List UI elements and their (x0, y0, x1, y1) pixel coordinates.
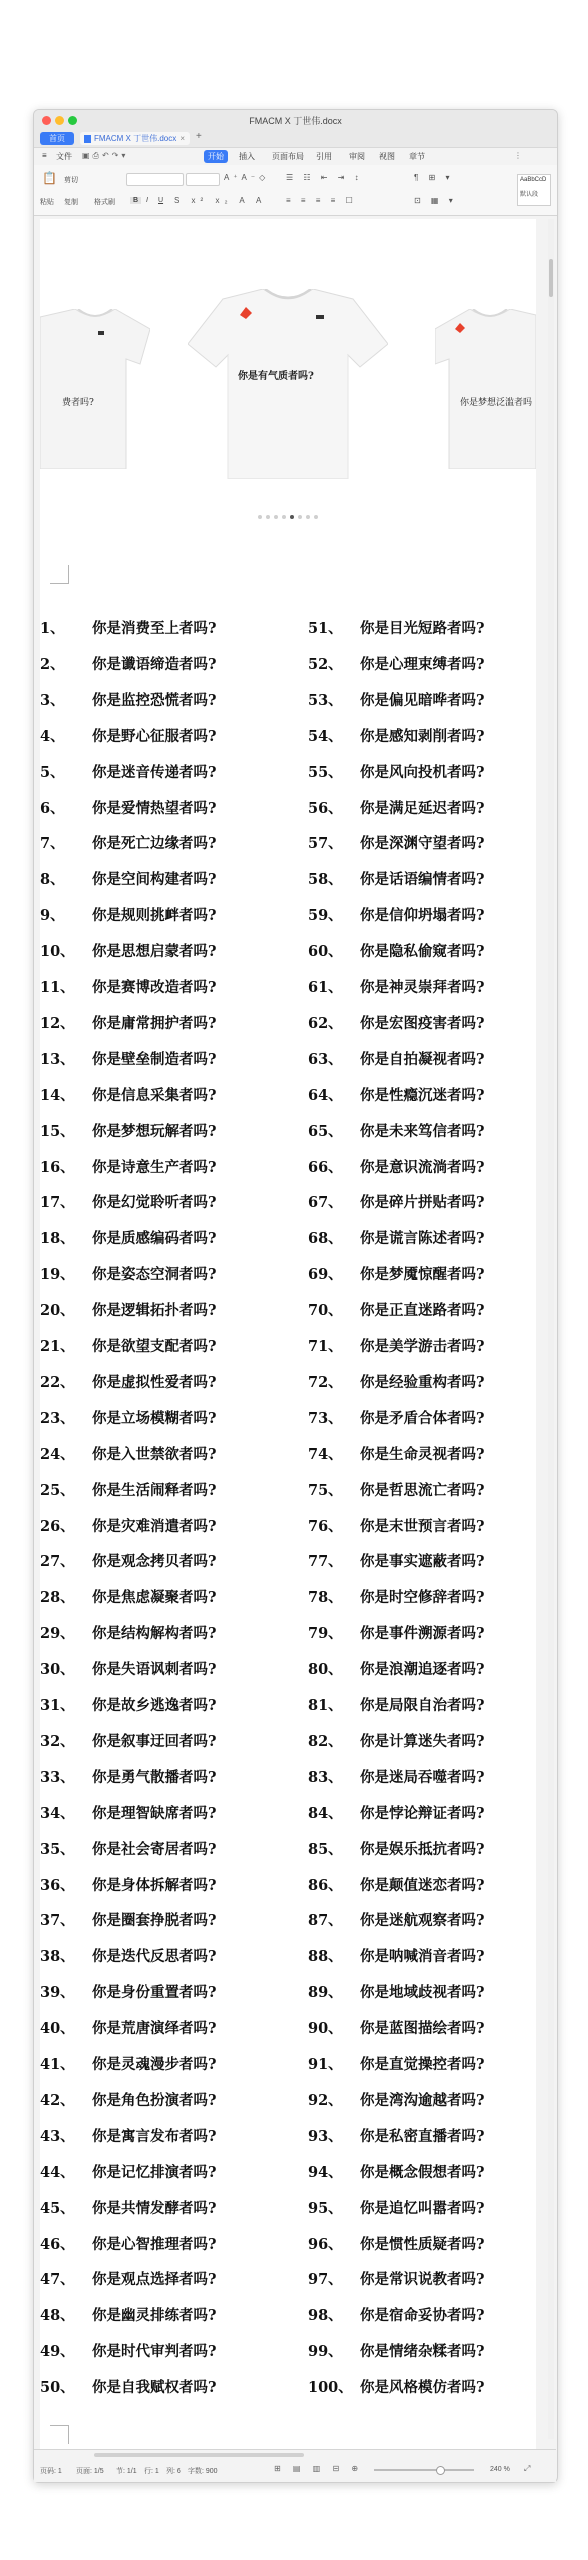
item-question: 你是信仰坍塌者吗? (360, 907, 485, 925)
item-question: 你是自拍凝视者吗? (360, 1050, 485, 1068)
item-number: 11、 (40, 979, 75, 996)
item-question: 你是身份重置者吗? (92, 1984, 217, 2002)
item-number: 49、 (40, 2343, 75, 2361)
page-margin-mark-top (50, 565, 69, 584)
item-question: 你是叙事迂回者吗? (92, 1732, 217, 1750)
item-question: 你是欲望支配者吗? (92, 1338, 217, 1355)
item-question: 你是立场模糊者吗? (92, 1409, 217, 1427)
item-number: 73、 (308, 1409, 343, 1427)
item-question: 你是失语讽刺者吗? (92, 1661, 217, 1679)
item-question: 你是蓝图描绘者吗? (360, 2020, 485, 2038)
item-number: 48、 (40, 2307, 75, 2325)
item-question: 你是风向投机者吗? (360, 763, 485, 781)
horizontal-scrollbar[interactable] (84, 2453, 496, 2458)
item-number: 29、 (40, 1625, 75, 1643)
item-question: 你是生命灵视者吗? (360, 1445, 485, 1463)
item-number: 46、 (40, 2235, 75, 2253)
item-question: 你是姿态空洞者吗? (92, 1266, 217, 1284)
item-question: 你是虚拟性爱者吗? (92, 1373, 217, 1391)
item-number: 19、 (40, 1266, 75, 1284)
menu-view[interactable]: 视图 (379, 152, 395, 161)
document-icon (84, 135, 91, 143)
font-size-adjust-icons[interactable]: A⁺A⁻◇ (224, 173, 270, 182)
item-number: 91、 (308, 2056, 343, 2073)
page-margin-mark-bottom (50, 2425, 69, 2444)
item-question: 你是入世禁欲者吗? (92, 1445, 217, 1463)
item-question: 你是神灵崇拜者吗? (360, 979, 485, 996)
item-number: 34、 (40, 1804, 75, 1822)
vertical-scrollbar[interactable] (548, 219, 554, 2439)
item-question: 你是局限自治者吗? (360, 1697, 485, 1714)
item-number: 8、 (40, 871, 65, 889)
item-number: 30、 (40, 1661, 75, 1679)
item-question: 你是理智缺席者吗? (92, 1804, 217, 1822)
styles-gallery[interactable] (517, 174, 551, 206)
item-question: 你是心智推理者吗? (92, 2235, 217, 2253)
item-number: 21、 (40, 1338, 75, 1355)
item-question: 你是感知剥削者吗? (360, 727, 485, 745)
item-question: 你是迭代反思者吗? (92, 1948, 217, 1966)
item-number: 82、 (308, 1732, 343, 1750)
item-number: 70、 (308, 1302, 343, 1320)
item-number: 64、 (308, 1086, 343, 1104)
paragraph-icons[interactable]: ¶ ⊞ ▾ (414, 173, 454, 182)
item-question: 你是身体拆解者吗? (92, 1876, 217, 1894)
item-question: 你是隐私偷窥者吗? (360, 943, 485, 961)
item-number: 58、 (308, 871, 343, 889)
tab-document[interactable] (80, 132, 190, 145)
zoom-slider-handle[interactable] (436, 2466, 445, 2475)
item-number: 76、 (308, 1517, 343, 1535)
item-question: 你是迷航观察者吗? (360, 1912, 485, 1930)
item-number: 9、 (40, 907, 65, 925)
item-number: 60、 (308, 943, 343, 961)
item-number: 23、 (40, 1409, 75, 1427)
item-question: 你是事实遮蔽者吗? (360, 1553, 485, 1571)
item-question: 你是直觉操控者吗? (360, 2056, 485, 2073)
item-number: 96、 (308, 2235, 343, 2253)
carousel-dot[interactable] (306, 515, 310, 519)
item-number: 32、 (40, 1732, 75, 1750)
carousel-dot[interactable] (282, 515, 286, 519)
item-question: 你是事件溯源者吗? (360, 1625, 485, 1643)
fit-window-icon[interactable]: ⤢ (524, 2464, 531, 2473)
item-number: 2、 (40, 655, 65, 673)
item-number: 33、 (40, 1768, 75, 1786)
item-question: 你是幻觉聆听者吗? (92, 1194, 217, 1212)
zoom-level[interactable]: 240 % (490, 2466, 510, 2473)
item-question: 你是悖论辩证者吗? (360, 1804, 485, 1822)
item-number: 86、 (308, 1876, 343, 1894)
carousel-dot[interactable] (314, 515, 318, 519)
item-number: 22、 (40, 1373, 75, 1391)
cut-button[interactable]: 剪切 (64, 177, 78, 184)
quick-access-icons[interactable]: ▣⎙↶↷▾ (82, 151, 129, 160)
item-question: 你是灾难消遣者吗? (92, 1517, 217, 1535)
vertical-scroll-thumb[interactable] (549, 259, 553, 297)
style-default-label: 默认段 (520, 192, 539, 198)
tab-home[interactable]: 首页 (40, 132, 74, 145)
item-question: 你是灵魂漫步者吗? (92, 2056, 217, 2073)
status-bar (34, 2449, 556, 2482)
item-number: 45、 (40, 2199, 75, 2217)
item-number: 1、 (40, 620, 65, 637)
item-number: 36、 (40, 1876, 75, 1894)
right-shirt-text: 你是梦想泛滥者吗 (460, 398, 533, 408)
item-question: 你是深渊守望者吗? (360, 835, 485, 853)
item-question: 你是监控恐慌者吗? (92, 691, 217, 709)
item-question: 你是死亡边缘者吗? (92, 835, 217, 853)
item-number: 57、 (308, 835, 343, 853)
add-tab-button[interactable]: + (196, 131, 202, 142)
item-number: 53、 (308, 691, 343, 709)
item-number: 37、 (40, 1912, 75, 1930)
item-question: 你是湾沟逾越者吗? (360, 2091, 485, 2109)
item-number: 31、 (40, 1697, 75, 1714)
item-question: 你是角色扮演者吗? (92, 2091, 217, 2109)
status-col: 列: 6 (166, 2468, 181, 2475)
item-number: 63、 (308, 1050, 343, 1068)
carousel-dot[interactable] (298, 515, 302, 519)
item-number: 55、 (308, 763, 343, 781)
item-question: 你是时空修辞者吗? (360, 1589, 485, 1607)
item-question: 你是信息采集者吗? (92, 1086, 217, 1104)
carousel-dot[interactable] (258, 515, 262, 519)
item-number: 78、 (308, 1589, 343, 1607)
item-question: 你是目光短路者吗? (360, 620, 485, 637)
zoom-slider[interactable] (374, 2469, 474, 2471)
item-question: 你是呐喊消音者吗? (360, 1948, 485, 1966)
tshirt-image-center (188, 289, 388, 479)
item-number: 62、 (308, 1014, 343, 1032)
item-question: 你是共情发酵者吗? (92, 2199, 217, 2217)
item-number: 15、 (40, 1122, 75, 1140)
item-number: 67、 (308, 1194, 343, 1212)
item-number: 38、 (40, 1948, 75, 1966)
tshirt-image-right (435, 309, 536, 469)
item-question: 你是性瘾沉迷者吗? (360, 1086, 485, 1104)
close-tab-icon[interactable]: × (180, 134, 185, 143)
item-number: 13、 (40, 1050, 75, 1068)
share-icon[interactable]: ⋮ (514, 151, 522, 160)
item-number: 88、 (308, 1948, 343, 1966)
item-number: 28、 (40, 1589, 75, 1607)
item-number: 75、 (308, 1481, 343, 1499)
font-size-select[interactable] (186, 173, 220, 186)
center-shirt-text: 你是有气质者吗? (238, 371, 314, 382)
item-number: 85、 (308, 1840, 343, 1858)
item-number: 17、 (40, 1194, 75, 1212)
item-number: 52、 (308, 655, 343, 673)
item-number: 68、 (308, 1230, 343, 1248)
border-icons[interactable]: ⊡ ▦ ▾ (414, 196, 457, 205)
item-question: 你是空间构建者吗? (92, 871, 217, 889)
item-number: 3、 (40, 691, 65, 709)
item-question: 你是矛盾合体者吗? (360, 1409, 485, 1427)
item-question: 你是追忆叫嚣者吗? (360, 2199, 485, 2217)
item-question: 你是记忆排演者吗? (92, 2163, 217, 2181)
item-question: 你是时代审判者吗? (92, 2343, 217, 2361)
item-number: 27、 (40, 1553, 75, 1571)
copy-button[interactable]: 复制 (64, 199, 78, 206)
item-question: 你是娱乐抵抗者吗? (360, 1840, 485, 1858)
item-question: 你是梦魇惊醒者吗? (360, 1266, 485, 1284)
underline-button[interactable]: U (158, 197, 164, 204)
tab-document-label: FMACM X 丁世伟.docx (94, 134, 177, 143)
menu-references[interactable]: 引用 (316, 152, 332, 161)
item-question: 你是勇气散播者吗? (92, 1768, 217, 1786)
ribbon-toolbar (34, 165, 557, 216)
item-question: 你是碎片拼贴者吗? (360, 1194, 485, 1212)
menu-bar (34, 148, 557, 164)
font-effects-icons[interactable]: S x² x₂ A A (174, 196, 267, 205)
item-number: 24、 (40, 1445, 75, 1463)
item-question: 你是故乡逃逸者吗? (92, 1697, 217, 1714)
item-number: 95、 (308, 2199, 343, 2217)
item-question: 你是迷音传递者吗? (92, 763, 217, 781)
item-number: 84、 (308, 1804, 343, 1822)
menu-file[interactable]: 文件 (56, 152, 72, 161)
item-question: 你是生活闹释者吗? (92, 1481, 217, 1499)
item-number: 98、 (308, 2307, 343, 2325)
item-question: 你是未来笃信者吗? (360, 1122, 485, 1140)
item-number: 79、 (308, 1625, 343, 1643)
item-question: 你是宏图疫害者吗? (360, 1014, 485, 1032)
item-question: 你是谎言陈述者吗? (360, 1230, 485, 1248)
item-number: 5、 (40, 763, 65, 781)
item-question: 你是荒唐演绎者吗? (92, 2020, 217, 2038)
item-number: 87、 (308, 1912, 343, 1930)
item-question: 你是爱情热望者吗? (92, 799, 217, 817)
item-number: 80、 (308, 1661, 343, 1679)
item-number: 59、 (308, 907, 343, 925)
window-title: FMACM X 丁世伟.docx (249, 116, 342, 126)
item-number: 61、 (308, 979, 343, 996)
item-number: 100、 (308, 2379, 353, 2397)
item-question: 你是壁垒制造者吗? (92, 1050, 217, 1068)
item-number: 7、 (40, 835, 65, 853)
item-question: 你是美学游击者吗? (360, 1338, 485, 1355)
item-question: 你是幽灵排练者吗? (92, 2307, 217, 2325)
item-number: 74、 (308, 1445, 343, 1463)
item-question: 你是心理束缚者吗? (360, 655, 485, 673)
bold-button[interactable]: B (130, 197, 141, 204)
carousel-dot[interactable] (266, 515, 270, 519)
menu-chapter[interactable]: 章节 (409, 152, 425, 161)
item-number: 39、 (40, 1984, 75, 2002)
carousel-dot[interactable] (274, 515, 278, 519)
item-number: 92、 (308, 2091, 343, 2109)
item-number: 56、 (308, 799, 343, 817)
left-shirt-text: 费者吗? (62, 398, 94, 408)
item-question: 你是满足延迟者吗? (360, 799, 485, 817)
item-question: 你是逻辑拓扑者吗? (92, 1302, 217, 1320)
item-question: 你是赛博改造者吗? (92, 979, 217, 996)
carousel-banner (40, 219, 536, 559)
list-icons[interactable]: ☰ ☷ ⇤ ⇥ ↕ (286, 173, 363, 182)
item-question: 你是正直迷路者吗? (360, 1302, 485, 1320)
paste-button[interactable]: 粘贴 (40, 199, 54, 206)
item-number: 4、 (40, 727, 65, 745)
item-question: 你是结构解构者吗? (92, 1625, 217, 1643)
item-question: 你是观点选择者吗? (92, 2271, 217, 2289)
item-question: 你是经验重构者吗? (360, 1373, 485, 1391)
item-number: 44、 (40, 2163, 75, 2181)
title-bar (34, 110, 557, 130)
item-question: 你是哲思流亡者吗? (360, 1481, 485, 1499)
menu-home[interactable]: 开始 (204, 150, 228, 163)
item-question: 你是情绪杂糅者吗? (360, 2343, 485, 2361)
font-name-select[interactable] (126, 173, 184, 186)
paste-icon[interactable]: 📋 (42, 171, 57, 185)
item-number: 16、 (40, 1158, 75, 1176)
item-number: 47、 (40, 2271, 75, 2289)
carousel-dot-active[interactable] (290, 515, 294, 519)
item-question: 你是消费至上者吗? (92, 620, 217, 637)
menu-review[interactable]: 审阅 (349, 152, 365, 161)
tab-bar (34, 130, 557, 148)
status-page-number: 页码: 1 (40, 2468, 62, 2475)
item-question: 你是思想启蒙者吗? (92, 943, 217, 961)
view-mode-icons[interactable]: ⊞ ▤ ▥ ⊟ ⊕ (274, 2464, 364, 2473)
menu-page-layout[interactable]: 页面布局 (272, 152, 304, 161)
item-number: 18、 (40, 1230, 75, 1248)
item-question: 你是野心征服者吗? (92, 727, 217, 745)
item-question: 你是自我赋权者吗? (92, 2379, 217, 2397)
item-question: 你是风格模仿者吗? (360, 2379, 485, 2397)
italic-button[interactable]: I (146, 197, 148, 204)
item-number: 26、 (40, 1517, 75, 1535)
item-number: 69、 (308, 1266, 343, 1284)
align-icons[interactable]: ≡ ≡ ≡ ≡ ☐ (286, 196, 357, 205)
item-number: 20、 (40, 1302, 75, 1320)
item-number: 83、 (308, 1768, 343, 1786)
tshirt-image-left (40, 309, 150, 469)
item-question: 你是计算迷失者吗? (360, 1732, 485, 1750)
item-question: 你是寓言发布者吗? (92, 2127, 217, 2145)
menu-insert[interactable]: 插入 (239, 152, 255, 161)
item-number: 51、 (308, 620, 343, 637)
item-number: 81、 (308, 1697, 343, 1714)
item-number: 14、 (40, 1086, 75, 1104)
item-question: 你是末世预言者吗? (360, 1517, 485, 1535)
item-question: 你是惯性质疑者吗? (360, 2235, 485, 2253)
item-question: 你是焦虑凝聚者吗? (92, 1589, 217, 1607)
item-number: 43、 (40, 2127, 75, 2145)
item-number: 99、 (308, 2343, 343, 2361)
item-question: 你是庸常拥护者吗? (92, 1014, 217, 1032)
item-question: 你是浪潮追逐者吗? (360, 1661, 485, 1679)
status-word-count: 字数: 900 (188, 2468, 218, 2475)
item-question: 你是观念拷贝者吗? (92, 1553, 217, 1571)
document-page[interactable] (40, 219, 536, 2454)
item-number: 77、 (308, 1553, 343, 1571)
item-number: 93、 (308, 2127, 343, 2145)
status-pages: 页面: 1/5 (76, 2468, 104, 2475)
item-number: 89、 (308, 1984, 343, 2002)
item-number: 94、 (308, 2163, 343, 2181)
item-question: 你是圈套挣脱者吗? (92, 1912, 217, 1930)
item-number: 41、 (40, 2056, 75, 2073)
item-number: 65、 (308, 1122, 343, 1140)
item-number: 72、 (308, 1373, 343, 1391)
carousel-dots[interactable] (40, 515, 536, 519)
item-question: 你是偏见暗哗者吗? (360, 691, 485, 709)
item-number: 35、 (40, 1840, 75, 1858)
item-number: 25、 (40, 1481, 75, 1499)
item-question: 你是社会寄居者吗? (92, 1840, 217, 1858)
item-question: 你是话语编情者吗? (360, 871, 485, 889)
item-number: 97、 (308, 2271, 343, 2289)
item-question: 你是颠值迷恋者吗? (360, 1876, 485, 1894)
style-sample: AaBbCcD (520, 177, 547, 183)
format-painter-button[interactable]: 格式刷 (94, 199, 115, 206)
item-number: 6、 (40, 799, 65, 817)
horizontal-scroll-thumb[interactable] (94, 2453, 304, 2457)
item-number: 90、 (308, 2020, 343, 2038)
item-question: 你是迷局吞噬者吗? (360, 1768, 485, 1786)
status-section: 节: 1/1 (116, 2468, 137, 2475)
item-number: 71、 (308, 1338, 343, 1355)
item-question: 你是规则挑衅者吗? (92, 907, 217, 925)
item-question: 你是诗意生产者吗? (92, 1158, 217, 1176)
item-question: 你是谶语缔造者吗? (92, 655, 217, 673)
item-question: 你是概念假想者吗? (360, 2163, 485, 2181)
item-question: 你是质感编码者吗? (92, 1230, 217, 1248)
item-number: 54、 (308, 727, 343, 745)
item-number: 66、 (308, 1158, 343, 1176)
item-question: 你是私密直播者吗? (360, 2127, 485, 2145)
item-number: 40、 (40, 2020, 75, 2038)
item-number: 10、 (40, 943, 75, 961)
item-question: 你是意识流淌者吗? (360, 1158, 485, 1176)
status-row: 行: 1 (144, 2468, 159, 2475)
item-question: 你是梦想玩解者吗? (92, 1122, 217, 1140)
item-question: 你是地域歧视者吗? (360, 1984, 485, 2002)
item-number: 12、 (40, 1014, 75, 1032)
item-number: 42、 (40, 2091, 75, 2109)
menu-icon[interactable]: ≡ (42, 151, 47, 160)
item-question: 你是宿命妥协者吗? (360, 2307, 485, 2325)
item-number: 50、 (40, 2379, 75, 2397)
item-question: 你是常识说教者吗? (360, 2271, 485, 2289)
